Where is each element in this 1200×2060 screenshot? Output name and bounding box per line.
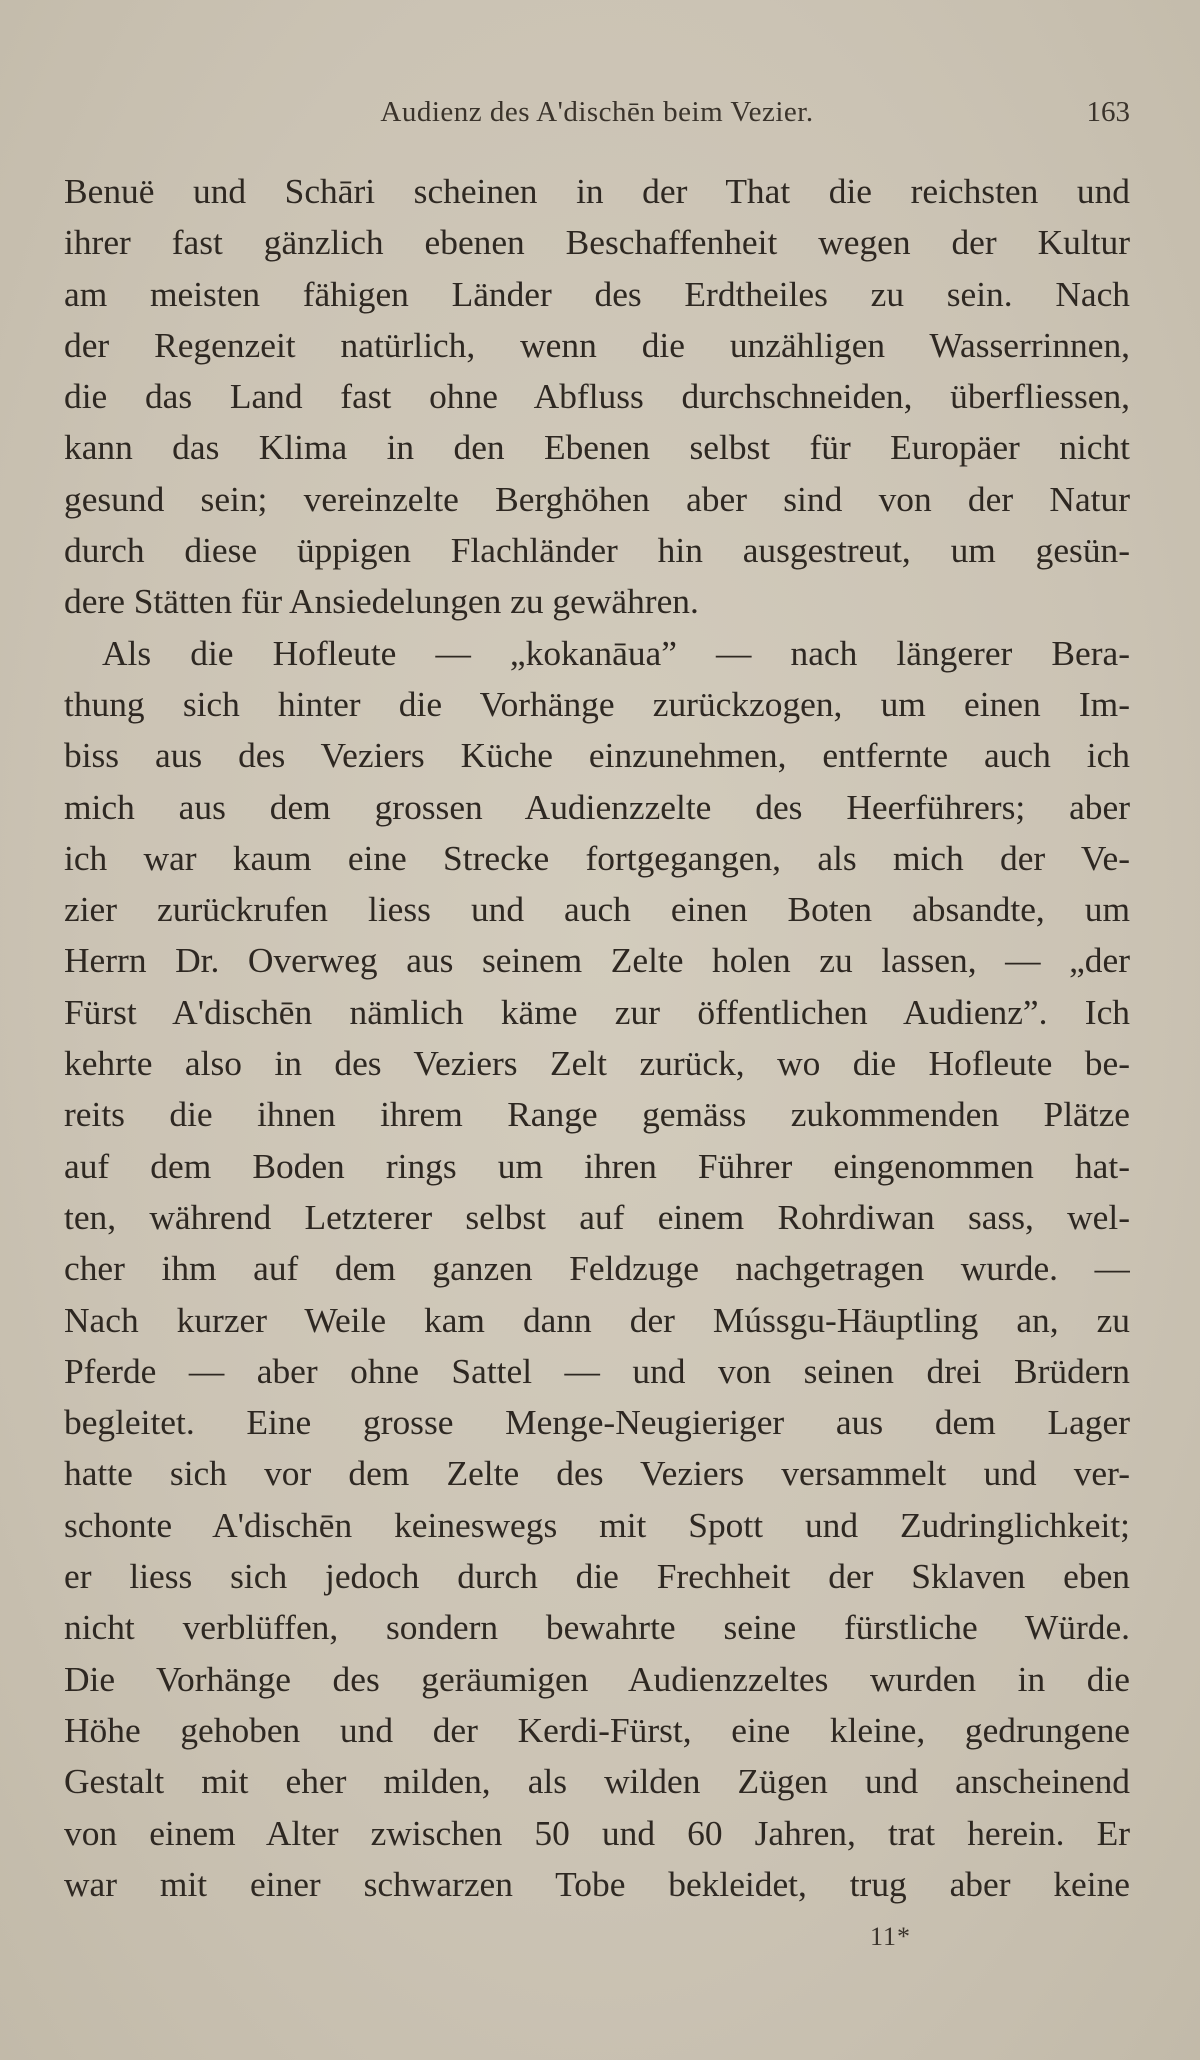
text-line: Pferde — aber ohne Sattel — und von seinen drei Brüdern xyxy=(64,1350,1130,1391)
text-line: mich aus dem grossen Audienzzelte des Heerführers; aber xyxy=(64,786,1130,827)
text-line: gesund sein; vereinzelte Berghöhen aber sind von der Natur xyxy=(64,478,1130,519)
text-line: Die Vorhänge des geräumigen Audienzzeltes wurden in die xyxy=(64,1658,1130,1699)
text-line: auf dem Boden rings um ihren Führer eingenommen hat- xyxy=(64,1145,1130,1186)
text-line: Höhe gehoben und der Kerdi-Fürst, eine kleine, gedrungene xyxy=(64,1709,1130,1750)
text-line: dere Stätten für Ansiedelungen zu gewähren. xyxy=(64,581,699,622)
text-line: cher ihm auf dem ganzen Feldzuge nachgetragen wurde. — xyxy=(64,1248,1130,1289)
text-line: war mit einer schwarzen Tobe bekleidet, trug aber keine xyxy=(64,1863,1130,1904)
text-line: ich war kaum eine Strecke fortgegangen, als mich der Ve- xyxy=(64,837,1130,878)
text-line: Nach kurzer Weile kam dann der Mússgu-Häuptling an, zu xyxy=(64,1299,1130,1340)
text-line: ihrer fast gänzlich ebenen Beschaffenheit wegen der Kultur xyxy=(64,222,1130,263)
body-text xyxy=(64,166,1130,1910)
text-line: Fürst A'dischēn nämlich käme zur öffentlichen Audienz”. Ich xyxy=(64,991,1130,1032)
text-line: zier zurückrufen liess und auch einen Boten absandte, um xyxy=(64,889,1130,930)
text-line: der Regenzeit natürlich, wenn die unzähligen Wasserrinnen, xyxy=(64,324,1130,365)
text-line: kann das Klima in den Ebenen selbst für Europäer nicht xyxy=(64,427,1130,468)
text-line: hatte sich vor dem Zelte des Veziers versammelt und ver- xyxy=(64,1453,1130,1494)
signature-mark: 11* xyxy=(870,1922,912,1951)
text-line: begleitet. Eine grosse Menge-Neugieriger aus dem Lager xyxy=(64,1402,1130,1443)
text-line: biss aus des Veziers Küche einzunehmen, entfernte auch ich xyxy=(64,735,1130,776)
text-line: nicht verblüffen, sondern bewahrte seine fürstliche Würde. xyxy=(64,1607,1130,1648)
text-line: reits die ihnen ihrem Range gemäss zukommenden Plätze xyxy=(64,1094,1130,1135)
text-line: thung sich hinter die Vorhänge zurückzogen, um einen Im- xyxy=(64,683,1130,724)
page-number: 163 xyxy=(1086,96,1130,128)
text-line: am meisten fähigen Länder des Erdtheiles zu sein. Nach xyxy=(64,273,1130,314)
text-line: die das Land fast ohne Abfluss durchschneiden, überfliessen, xyxy=(64,376,1130,417)
text-line: durch diese üppigen Flachländer hin ausgestreut, um gesün- xyxy=(64,530,1130,571)
text-line: Herrn Dr. Overweg aus seinem Zelte holen zu lassen, — „der xyxy=(64,940,1130,981)
paragraph-start-line: Als die Hofleute — „kokanāua” — nach längerer Bera- xyxy=(102,632,1130,673)
page-header xyxy=(64,96,1130,146)
text-line: ten, während Letzterer selbst auf einem Rohrdiwan sass, wel- xyxy=(64,1196,1130,1237)
text-line: Gestalt mit eher milden, als wilden Zügen und anscheinend xyxy=(64,1761,1130,1802)
text-line: von einem Alter zwischen 50 und 60 Jahren, trat herein. Er xyxy=(64,1812,1130,1853)
text-line: schonte A'dischēn keineswegs mit Spott und Zudringlichkeit; xyxy=(64,1504,1130,1545)
text-line: Benuë und Schāri scheinen in der That die reichsten und xyxy=(64,171,1130,211)
text-line: kehrte also in des Veziers Zelt zurück, wo die Hofleute be- xyxy=(64,1043,1130,1084)
text-line: er liess sich jedoch durch die Frechheit der Sklaven eben xyxy=(64,1556,1130,1597)
running-head: Audienz des A'dischēn beim Vezier. xyxy=(380,96,814,128)
